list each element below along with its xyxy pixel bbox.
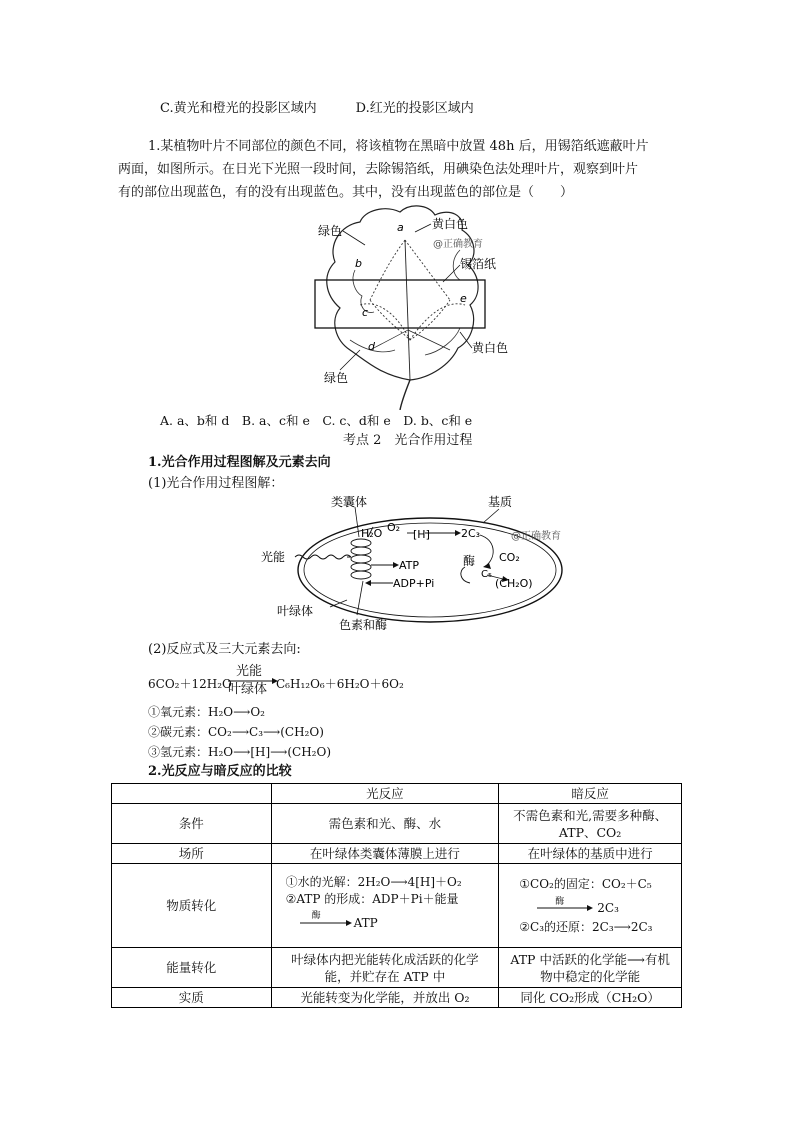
enzyme-label: 酶 [555, 896, 565, 907]
comparison-table [111, 783, 682, 1008]
reaction-equation [148, 662, 548, 696]
cell-line: ATP 中活跃的化学能⟶有机 [510, 951, 670, 967]
point-d: d [368, 340, 375, 353]
cell-line: ②C₃的还原：2C₃⟶2C₃ [519, 919, 653, 934]
table-cell: 光能转变为化学能，并放出 O₂ [271, 988, 499, 1008]
table-row [112, 864, 682, 948]
table-row [112, 804, 682, 844]
table-header-cell: 暗反应 [499, 784, 682, 804]
row-label: 条件 [112, 804, 272, 844]
point-b: b [355, 257, 362, 270]
table-row [112, 948, 682, 988]
top-options: C.黄光和橙光的投影区域内 D.红光的投影区域内 [160, 101, 474, 116]
cell-line: 叶绿体内把光能转化成活跃的化学 [291, 951, 479, 967]
label-adp: ADP+Pi [393, 577, 435, 590]
label-h: [H] [413, 528, 430, 541]
reaction-arrow [300, 920, 352, 926]
label-o2: O₂ [387, 521, 401, 534]
table-cell [499, 948, 682, 988]
table-row [112, 988, 682, 1008]
question-line-2: 两面，如图所示。在日光下光照一段时间，去除锡箔纸，用碘染色法处理叶片，观察到叶片 [118, 162, 639, 177]
row-label: 实质 [112, 988, 272, 1008]
table-header-row [112, 784, 682, 804]
point-e: e [460, 292, 467, 305]
label-co2: CO₂ [499, 551, 520, 564]
subheading-1: 1.光合作用过程图解及元素去向 [148, 455, 331, 470]
label-pigment-enzyme: 色素和酶 [339, 618, 388, 632]
element-hydrogen: ③氢元素：H₂O⟶[H]⟶(CH₂O) [148, 745, 332, 759]
watermark-leaf: @正确教育 [433, 239, 483, 250]
label-thylakoid: 类囊体 [331, 495, 368, 509]
cell-line: ①水的光解：2H₂O⟶4[H]＋O₂ [285, 874, 462, 889]
watermark-process: @正确教育 [511, 531, 561, 542]
equation-below: 叶绿体 [228, 682, 268, 697]
table-cell [271, 864, 499, 948]
subheading-1-2: (2)反应式及三大元素去向: [148, 642, 301, 657]
cell-line: 不需色素和光,需要多种酶、 [513, 807, 668, 823]
question-options: A. a、b和 d B. a、c和 e C. c、d和 e D. b、c和 e [160, 413, 473, 428]
table-header-cell [112, 784, 272, 804]
table-cell [271, 948, 499, 988]
cell-line: ①CO₂的固定：CO₂＋C₅ [519, 876, 652, 891]
cell-line: 能，并贮存在 ATP 中 [324, 968, 446, 984]
equation-right: C₆H₁₂O₆＋6H₂O＋6O₂ [276, 677, 404, 691]
table-row [112, 844, 682, 864]
label-c3: 2C₃ [461, 527, 481, 540]
label-enzyme: 酶 [463, 554, 476, 568]
photosynthesis-diagram [255, 495, 575, 635]
reaction-arrow [537, 905, 593, 911]
table-header-cell: 光反应 [271, 784, 499, 804]
leaf-figure [310, 200, 520, 410]
label-stroma: 基质 [488, 495, 513, 509]
equation-above: 光能 [236, 664, 263, 679]
subheading-1-1: (1)光合作用过程图解： [148, 476, 284, 491]
product-2c3: 2C₃ [597, 900, 619, 915]
table-cell: 同化 CO₂形成（CH₂O） [499, 988, 682, 1008]
product-atp: ATP [353, 915, 378, 930]
table-cell: 在叶绿体类囊体薄膜上进行 [271, 844, 499, 864]
label-h2o: H₂O [361, 527, 383, 540]
equation-arrow [228, 678, 278, 684]
enzyme-label: 酶 [311, 910, 321, 921]
point-c: c [362, 306, 369, 319]
row-label: 场所 [112, 844, 272, 864]
row-label: 物质转化 [112, 864, 272, 948]
label-atp: ATP [399, 559, 420, 572]
label-foil: 锡箔纸 [460, 257, 497, 271]
cell-line: ②ATP 的形成：ADP＋Pi＋能量 [285, 891, 459, 906]
question-line-1: 1.某植物叶片不同部位的颜色不同，将该植物在黑暗中放置 48h 后，用锡箔纸遮蔽叶片 [148, 139, 649, 154]
equation-left: 6CO₂＋12H₂O [148, 677, 232, 691]
table-cell [499, 864, 682, 948]
subheading-2: 2.光反应与暗反应的比较 [148, 764, 292, 779]
table-cell: 在叶绿体的基质中进行 [499, 844, 682, 864]
cell-line: 物中稳定的化学能 [540, 968, 641, 984]
label-green-bottom: 绿色 [324, 371, 349, 385]
label-green-top: 绿色 [318, 224, 343, 238]
point-a: a [397, 221, 404, 234]
section-title: 考点 2 光合作用过程 [343, 433, 473, 448]
cell-line [519, 893, 678, 919]
label-c5: C₅ [481, 569, 492, 580]
label-chloroplast: 叶绿体 [277, 604, 314, 618]
element-carbon: ②碳元素：CO₂⟶C₃⟶(CH₂O) [148, 725, 324, 739]
row-label: 能量转化 [112, 948, 272, 988]
cell-line [286, 908, 496, 938]
question-line-3: 有的部位出现蓝色，有的没有出现蓝色。其中，没有出现蓝色的部位是（ ） [118, 185, 574, 200]
label-ch2o: (CH₂O) [495, 577, 533, 590]
element-oxygen: ①氧元素：H₂O⟶O₂ [148, 705, 265, 719]
table-cell [499, 804, 682, 844]
label-yellow-white-top: 黄白色 [432, 217, 469, 231]
cell-line: ATP、CO₂ [558, 824, 622, 840]
label-yellow-white-bottom: 黄白色 [472, 341, 509, 355]
table-cell: 需色素和光、酶、水 [271, 804, 499, 844]
label-light-energy: 光能 [261, 550, 286, 564]
